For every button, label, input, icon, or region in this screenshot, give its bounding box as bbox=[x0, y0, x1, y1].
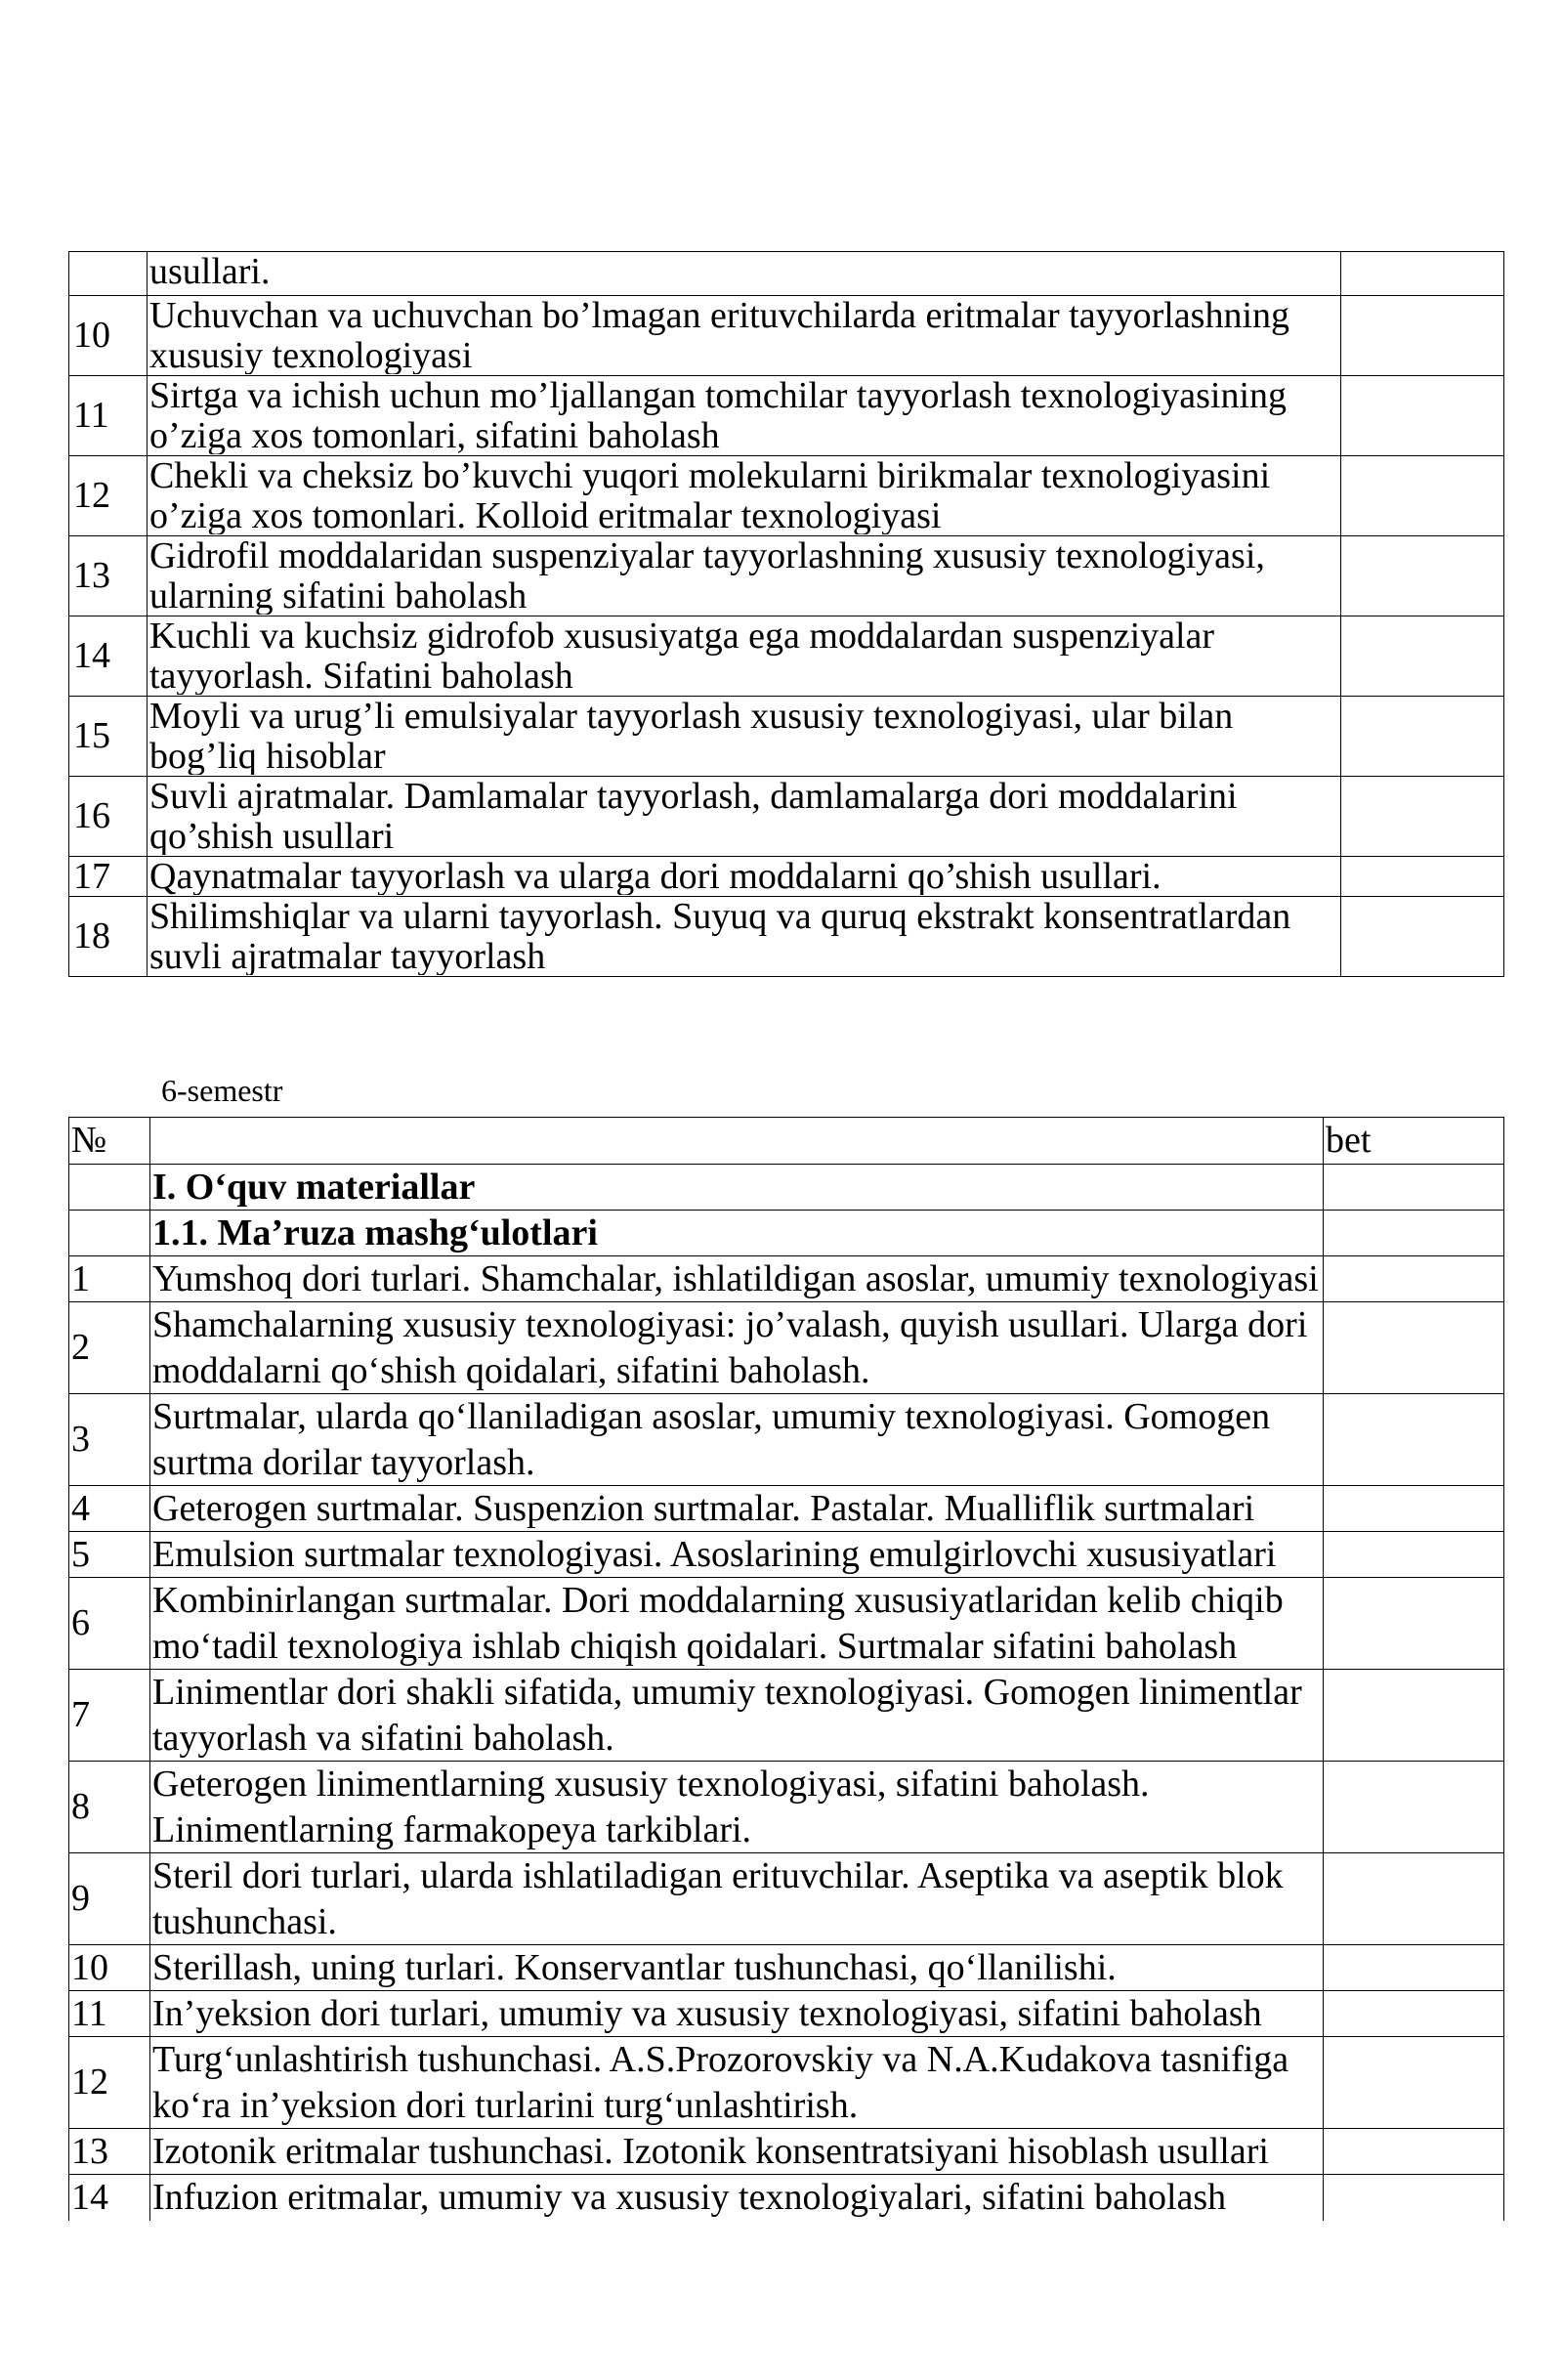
row-topic-cell bbox=[150, 1991, 1324, 2037]
table-row bbox=[69, 777, 1504, 857]
table-row bbox=[69, 1578, 1504, 1670]
row-topic-cell bbox=[148, 376, 1341, 456]
row-number-cell bbox=[69, 1211, 150, 1256]
row-page-cell bbox=[1341, 376, 1504, 456]
row-page-cell bbox=[1324, 1578, 1504, 1670]
table-row bbox=[69, 1165, 1504, 1211]
row-topic-cell bbox=[150, 1394, 1324, 1486]
row-topic-cell bbox=[150, 1945, 1324, 1991]
table-row bbox=[69, 1532, 1504, 1578]
row-page-cell bbox=[1324, 2175, 1504, 2221]
row-topic: Moyli va urug’li emulsiyalar tayyorlash xususiy texnologiyasi, ular bilan bog’liq hisoblar bbox=[149, 697, 1234, 775]
row-page-cell bbox=[1341, 456, 1504, 536]
row-number-cell bbox=[69, 1945, 150, 1991]
row-topic-cell bbox=[150, 1211, 1324, 1256]
row-page-cell bbox=[1324, 1670, 1504, 1762]
table-row bbox=[69, 376, 1504, 456]
header-number: № bbox=[71, 1120, 107, 1161]
row-number: 11 bbox=[71, 1993, 107, 2034]
row-number: 12 bbox=[71, 2061, 108, 2103]
row-page-cell bbox=[1324, 1165, 1504, 1211]
row-page-cell bbox=[1341, 897, 1504, 977]
row-topic: 1.1. Ma’ruza mashg‘ulotlari bbox=[152, 1212, 598, 1254]
table-row bbox=[69, 897, 1504, 977]
row-number-cell bbox=[69, 296, 148, 376]
row-number: 14 bbox=[73, 635, 110, 676]
row-number: 12 bbox=[73, 475, 110, 516]
table-header-row bbox=[69, 1118, 1504, 1165]
table-row bbox=[69, 697, 1504, 777]
row-topic-cell bbox=[148, 536, 1341, 616]
row-number-cell bbox=[69, 1302, 150, 1394]
row-number: 14 bbox=[71, 2177, 108, 2218]
row-number: 18 bbox=[73, 915, 110, 956]
row-topic-cell bbox=[150, 1853, 1324, 1945]
header-topic-cell bbox=[150, 1118, 1324, 1165]
row-number-cell bbox=[69, 1991, 150, 2037]
row-topic: Qaynatmalar tayyorlash va ularga dori moddalarni qo’shish usullari. bbox=[149, 857, 1162, 895]
row-page-cell bbox=[1324, 1762, 1504, 1853]
row-topic-cell bbox=[150, 1670, 1324, 1762]
row-number: 5 bbox=[71, 1534, 90, 1575]
row-page-cell bbox=[1324, 1853, 1504, 1945]
row-number: 10 bbox=[71, 1947, 108, 1988]
header-page: bet bbox=[1326, 1120, 1372, 1161]
row-number-cell bbox=[69, 777, 148, 857]
row-number: 15 bbox=[73, 715, 110, 756]
row-number: 16 bbox=[73, 795, 110, 836]
row-number-cell bbox=[69, 1670, 150, 1762]
row-topic-cell bbox=[148, 616, 1341, 697]
row-number-cell bbox=[69, 252, 148, 296]
row-page-cell bbox=[1341, 697, 1504, 777]
row-number-cell bbox=[69, 616, 148, 697]
table-row bbox=[69, 1762, 1504, 1853]
row-number bbox=[71, 1165, 148, 1209]
row-number-cell bbox=[69, 456, 148, 536]
row-topic: usullari. bbox=[149, 252, 271, 292]
semester-label: 6-semestr bbox=[161, 1073, 283, 1108]
row-number-cell bbox=[69, 1853, 150, 1945]
row-page-cell bbox=[1324, 1256, 1504, 1302]
table-row bbox=[69, 456, 1504, 536]
course-topics-table-continued bbox=[68, 251, 1504, 977]
row-page-cell bbox=[1341, 536, 1504, 616]
row-number-cell bbox=[69, 1486, 150, 1532]
row-topic: Infuzion eritmalar, umumiy va xususiy texnologiyalari, sifatini baholash bbox=[152, 2177, 1227, 2218]
table-row bbox=[69, 1394, 1504, 1486]
row-number-cell bbox=[69, 2037, 150, 2129]
row-topic: Sirtga va ichish uchun mo’ljallangan tomchilar tayyorlash texnologiyasining o’ziga xos tomonlari, sifatini baholash bbox=[149, 376, 1288, 454]
row-topic: Steril dori turlari, ularda ishlatiladigan erituvchilar. Aseptika va aseptik blok tushunchasi. bbox=[152, 1855, 1284, 1942]
row-topic: Linimentlar dori shakli sifatida, umumiy texnologiyasi. Gomogen linimentlar tayyorlash va sifatini baholash. bbox=[152, 1672, 1302, 1759]
table-row bbox=[69, 1945, 1504, 1991]
row-page-cell bbox=[1324, 1532, 1504, 1578]
row-page-cell bbox=[1324, 1945, 1504, 1991]
row-topic: Kombinirlangan surtmalar. Dori moddalarning xususiyatlaridan kelib chiqib mo‘tadil texnologiya ishlab chiqish qoidalari. Surtmalar sifatini baholash bbox=[152, 1580, 1284, 1667]
row-number-cell bbox=[69, 697, 148, 777]
row-topic-cell bbox=[150, 2037, 1324, 2129]
row-number: 3 bbox=[71, 1419, 90, 1460]
table-row bbox=[69, 616, 1504, 697]
table-row bbox=[69, 1486, 1504, 1532]
row-page-cell bbox=[1341, 252, 1504, 296]
row-topic: Turg‘unlashtirish tushunchasi. A.S.Prozorovskiy va N.A.Kudakova tasnifiga ko‘ra in’yeksion dori turlarini turg‘unlashtirish. bbox=[152, 2039, 1289, 2126]
table-row bbox=[69, 1302, 1504, 1394]
row-topic: Sterillash, uning turlari. Konservantlar tushunchasi, qo‘llanilishi. bbox=[152, 1947, 1117, 1988]
table-row bbox=[69, 2037, 1504, 2129]
row-topic-cell bbox=[150, 2175, 1324, 2221]
row-page-cell bbox=[1324, 2129, 1504, 2175]
table-row bbox=[69, 2175, 1504, 2221]
row-number bbox=[71, 1211, 148, 1254]
table-row bbox=[69, 2129, 1504, 2175]
row-page-cell bbox=[1341, 296, 1504, 376]
row-topic-cell bbox=[148, 897, 1341, 977]
row-number-cell bbox=[69, 1762, 150, 1853]
table-body bbox=[69, 252, 1504, 977]
row-page-cell bbox=[1341, 777, 1504, 857]
row-topic: Geterogen surtmalar. Suspenzion surtmalar. Pastalar. Mualliflik surtmalari bbox=[152, 1488, 1255, 1529]
row-page-cell bbox=[1324, 1486, 1504, 1532]
row-page-cell bbox=[1324, 1394, 1504, 1486]
row-topic-cell bbox=[148, 296, 1341, 376]
row-page-cell bbox=[1324, 2037, 1504, 2129]
row-topic: Shilimshiqlar va ularni tayyorlash. Suyuq va quruq ekstrakt konsentratlardan suvli ajratmalar tayyorlash bbox=[149, 897, 1291, 975]
table-row bbox=[69, 1256, 1504, 1302]
row-page-cell bbox=[1324, 1302, 1504, 1394]
row-topic: Emulsion surtmalar texnologiyasi. Asoslarining emulgirlovchi xususiyatlari bbox=[152, 1534, 1277, 1575]
row-page-cell bbox=[1324, 1211, 1504, 1256]
row-topic: Suvli ajratmalar. Damlamalar tayyorlash, damlamalarga dori moddalarini qo’shish usullari bbox=[149, 777, 1238, 855]
table-row bbox=[69, 536, 1504, 616]
row-number-cell bbox=[69, 1165, 150, 1211]
table-row bbox=[69, 296, 1504, 376]
semester-6-table bbox=[68, 1117, 1504, 2221]
row-topic: Surtmalar, ularda qo‘llaniladigan asoslar, umumiy texnologiyasi. Gomogen surtma dorilar tayyorlash. bbox=[152, 1396, 1271, 1483]
row-page-cell bbox=[1324, 1991, 1504, 2037]
row-topic-cell bbox=[148, 857, 1341, 897]
row-number-cell bbox=[69, 897, 148, 977]
row-topic: Yumshoq dori turlari. Shamchalar, ishlatildigan asoslar, umumiy texnologiyasi bbox=[152, 1258, 1319, 1299]
row-topic: Shamchalarning xususiy texnologiyasi: jo’valash, quyish usullari. Ularga dori moddalarni qo‘shish qoidalari, sifatini baholash. bbox=[152, 1304, 1308, 1391]
row-number-cell bbox=[69, 2129, 150, 2175]
row-number: 4 bbox=[71, 1488, 90, 1529]
row-number: 9 bbox=[71, 1878, 90, 1919]
row-topic-cell bbox=[150, 1532, 1324, 1578]
row-number: 2 bbox=[71, 1327, 90, 1368]
row-topic-cell bbox=[150, 1165, 1324, 1211]
row-number-cell bbox=[69, 857, 148, 897]
row-topic-cell bbox=[148, 697, 1341, 777]
row-topic: Uchuvchan va uchuvchan bo’lmagan erituvchilarda eritmalar tayyorlashning xususiy texnologiyasi bbox=[149, 296, 1289, 374]
row-topic: Geterogen linimentlarning xususiy texnologiyasi, sifatini baholash. Linimentlarning farmakopeya tarkiblari. bbox=[152, 1764, 1150, 1850]
row-number: 1 bbox=[71, 1258, 90, 1299]
row-topic-cell bbox=[150, 1486, 1324, 1532]
table-row bbox=[69, 1670, 1504, 1762]
row-page-cell bbox=[1341, 857, 1504, 897]
table-row bbox=[69, 1211, 1504, 1256]
row-number-cell bbox=[69, 1394, 150, 1486]
row-number: 8 bbox=[71, 1786, 90, 1827]
table-row bbox=[69, 1853, 1504, 1945]
row-topic: Kuchli va kuchsiz gidrofob xususiyatga ega moddalardan suspenziyalar tayyorlash. Sifatini baholash bbox=[149, 616, 1215, 695]
table-row bbox=[69, 252, 1504, 296]
row-number: 7 bbox=[71, 1694, 90, 1735]
row-topic: Chekli va cheksiz bo’kuvchi yuqori molekularni birikmalar texnologiyasini o’ziga xos tomonlari. Kolloid eritmalar texnologiyasi bbox=[149, 456, 1271, 534]
row-number: 13 bbox=[73, 555, 110, 596]
row-number-cell bbox=[69, 536, 148, 616]
row-topic-cell bbox=[148, 456, 1341, 536]
row-number: 13 bbox=[71, 2131, 108, 2172]
table-row bbox=[69, 857, 1504, 897]
row-topic-cell bbox=[148, 777, 1341, 857]
row-topic: Izotonik eritmalar tushunchasi. Izotonik konsentratsiyani hisoblash usullari bbox=[152, 2131, 1269, 2172]
row-topic-cell bbox=[150, 1256, 1324, 1302]
row-number-cell bbox=[69, 376, 148, 456]
row-topic-cell bbox=[150, 1578, 1324, 1670]
row-number: 6 bbox=[71, 1602, 90, 1643]
table-row bbox=[69, 1991, 1504, 2037]
row-topic-cell bbox=[150, 1302, 1324, 1394]
row-number: 11 bbox=[73, 395, 109, 436]
row-topic-cell bbox=[148, 252, 1341, 296]
row-topic-cell bbox=[150, 2129, 1324, 2175]
header-page-cell bbox=[1324, 1118, 1504, 1165]
header-number-cell bbox=[69, 1118, 150, 1165]
row-page-cell bbox=[1341, 616, 1504, 697]
row-number-cell bbox=[69, 1532, 150, 1578]
row-number-cell bbox=[69, 2175, 150, 2221]
row-topic: Gidrofil moddalaridan suspenziyalar tayyorlashning xususiy texnologiyasi, ularning sifatini baholash bbox=[149, 536, 1265, 615]
row-number-cell bbox=[69, 1256, 150, 1302]
row-number bbox=[71, 252, 145, 294]
row-topic-cell bbox=[150, 1762, 1324, 1853]
row-number-cell bbox=[69, 1578, 150, 1670]
row-number: 17 bbox=[73, 857, 110, 895]
row-topic: In’yeksion dori turlari, umumiy va xususiy texnologiyasi, sifatini baholash bbox=[152, 1993, 1262, 2034]
row-number: 10 bbox=[73, 315, 110, 356]
row-topic: I. O‘quv materiallar bbox=[152, 1167, 476, 1208]
table-body bbox=[69, 1118, 1504, 2221]
